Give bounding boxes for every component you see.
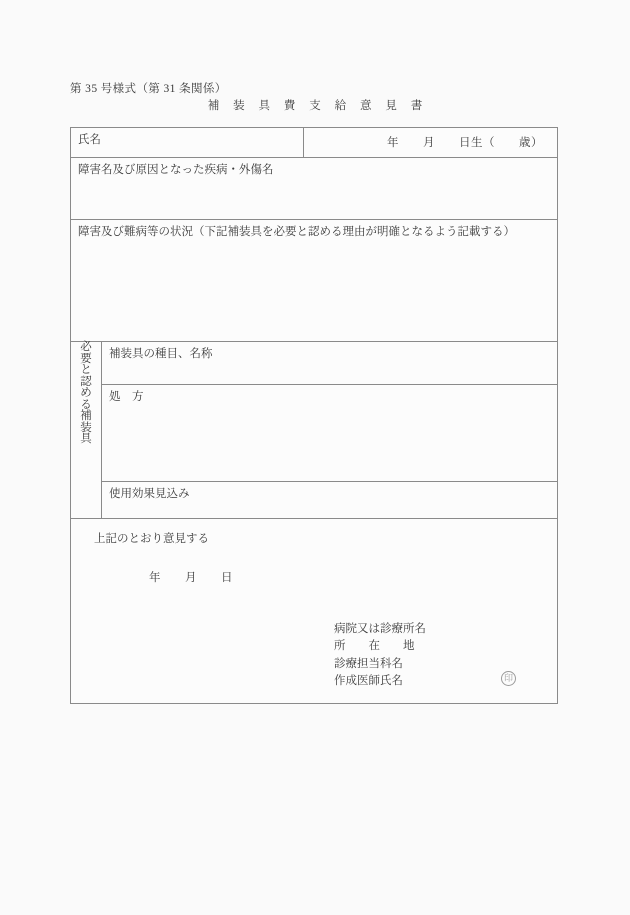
prescription-cell[interactable] — [102, 385, 558, 482]
table-row-device-kind — [71, 342, 558, 385]
vertical-char-4: め — [80, 387, 92, 399]
birthdate-label: 年 月 日生（ 歳） — [387, 137, 543, 149]
signature-line-department: 診療担当科名 — [334, 657, 403, 670]
vertical-char-7: 装 — [80, 421, 92, 434]
device-kind-label: 補装具の種目、名称 — [109, 348, 213, 360]
table-row-signature — [71, 519, 558, 704]
signature-line-address: 所 在 地 — [334, 640, 415, 653]
disease-name-cell[interactable] — [71, 158, 558, 220]
vertical-char-0: 必 — [80, 341, 92, 353]
birthdate-cell[interactable] — [304, 128, 558, 158]
expected-effect-cell[interactable] — [102, 482, 558, 519]
opinion-statement: 上記のとおり意見する — [94, 533, 209, 545]
opinion-form-table — [70, 127, 558, 704]
vertical-char-8: 具 — [80, 433, 92, 445]
form-number: 第 35 号様式（第 31 条関係） — [70, 83, 227, 95]
signature-lines — [334, 621, 426, 691]
name-label: 氏名 — [78, 134, 101, 146]
table-row-name — [71, 128, 558, 158]
device-kind-cell[interactable] — [102, 342, 558, 385]
vertical-char-2: と — [80, 364, 92, 376]
table-row-disease — [71, 158, 558, 220]
name-label-cell[interactable] — [71, 128, 304, 158]
vertical-label-necessary-device — [71, 342, 101, 446]
expected-effect-label: 使用効果見込み — [109, 488, 190, 500]
signature-line-doctor: 作成医師氏名 — [334, 675, 403, 688]
signature-date-line: 年 月 日 — [149, 572, 233, 584]
vertical-char-3: 認 — [80, 375, 92, 388]
table-row-prescription — [71, 385, 558, 482]
vertical-char-6: 補 — [80, 410, 92, 422]
disease-name-label: 障害名及び原因となった疾病・外傷名 — [78, 164, 274, 176]
signature-cell[interactable] — [71, 519, 558, 704]
prescription-label: 処 方 — [109, 391, 144, 403]
condition-status-cell[interactable] — [71, 220, 558, 342]
table-row-status — [71, 220, 558, 342]
vertical-char-5: る — [80, 398, 92, 411]
table-row-expected-effect — [71, 482, 558, 519]
vertical-label-cell — [71, 342, 102, 519]
seal-stamp-icon: 印 — [501, 671, 516, 686]
vertical-char-1: 要 — [80, 352, 92, 365]
condition-status-label: 障害及び難病等の状況（下記補装具を必要と認める理由が明確となるよう記載する） — [78, 226, 515, 238]
document-title: 補 装 具 費 支 給 意 見 書 — [207, 100, 428, 112]
signature-line-hospital: 病院又は診療所名 — [334, 623, 426, 635]
